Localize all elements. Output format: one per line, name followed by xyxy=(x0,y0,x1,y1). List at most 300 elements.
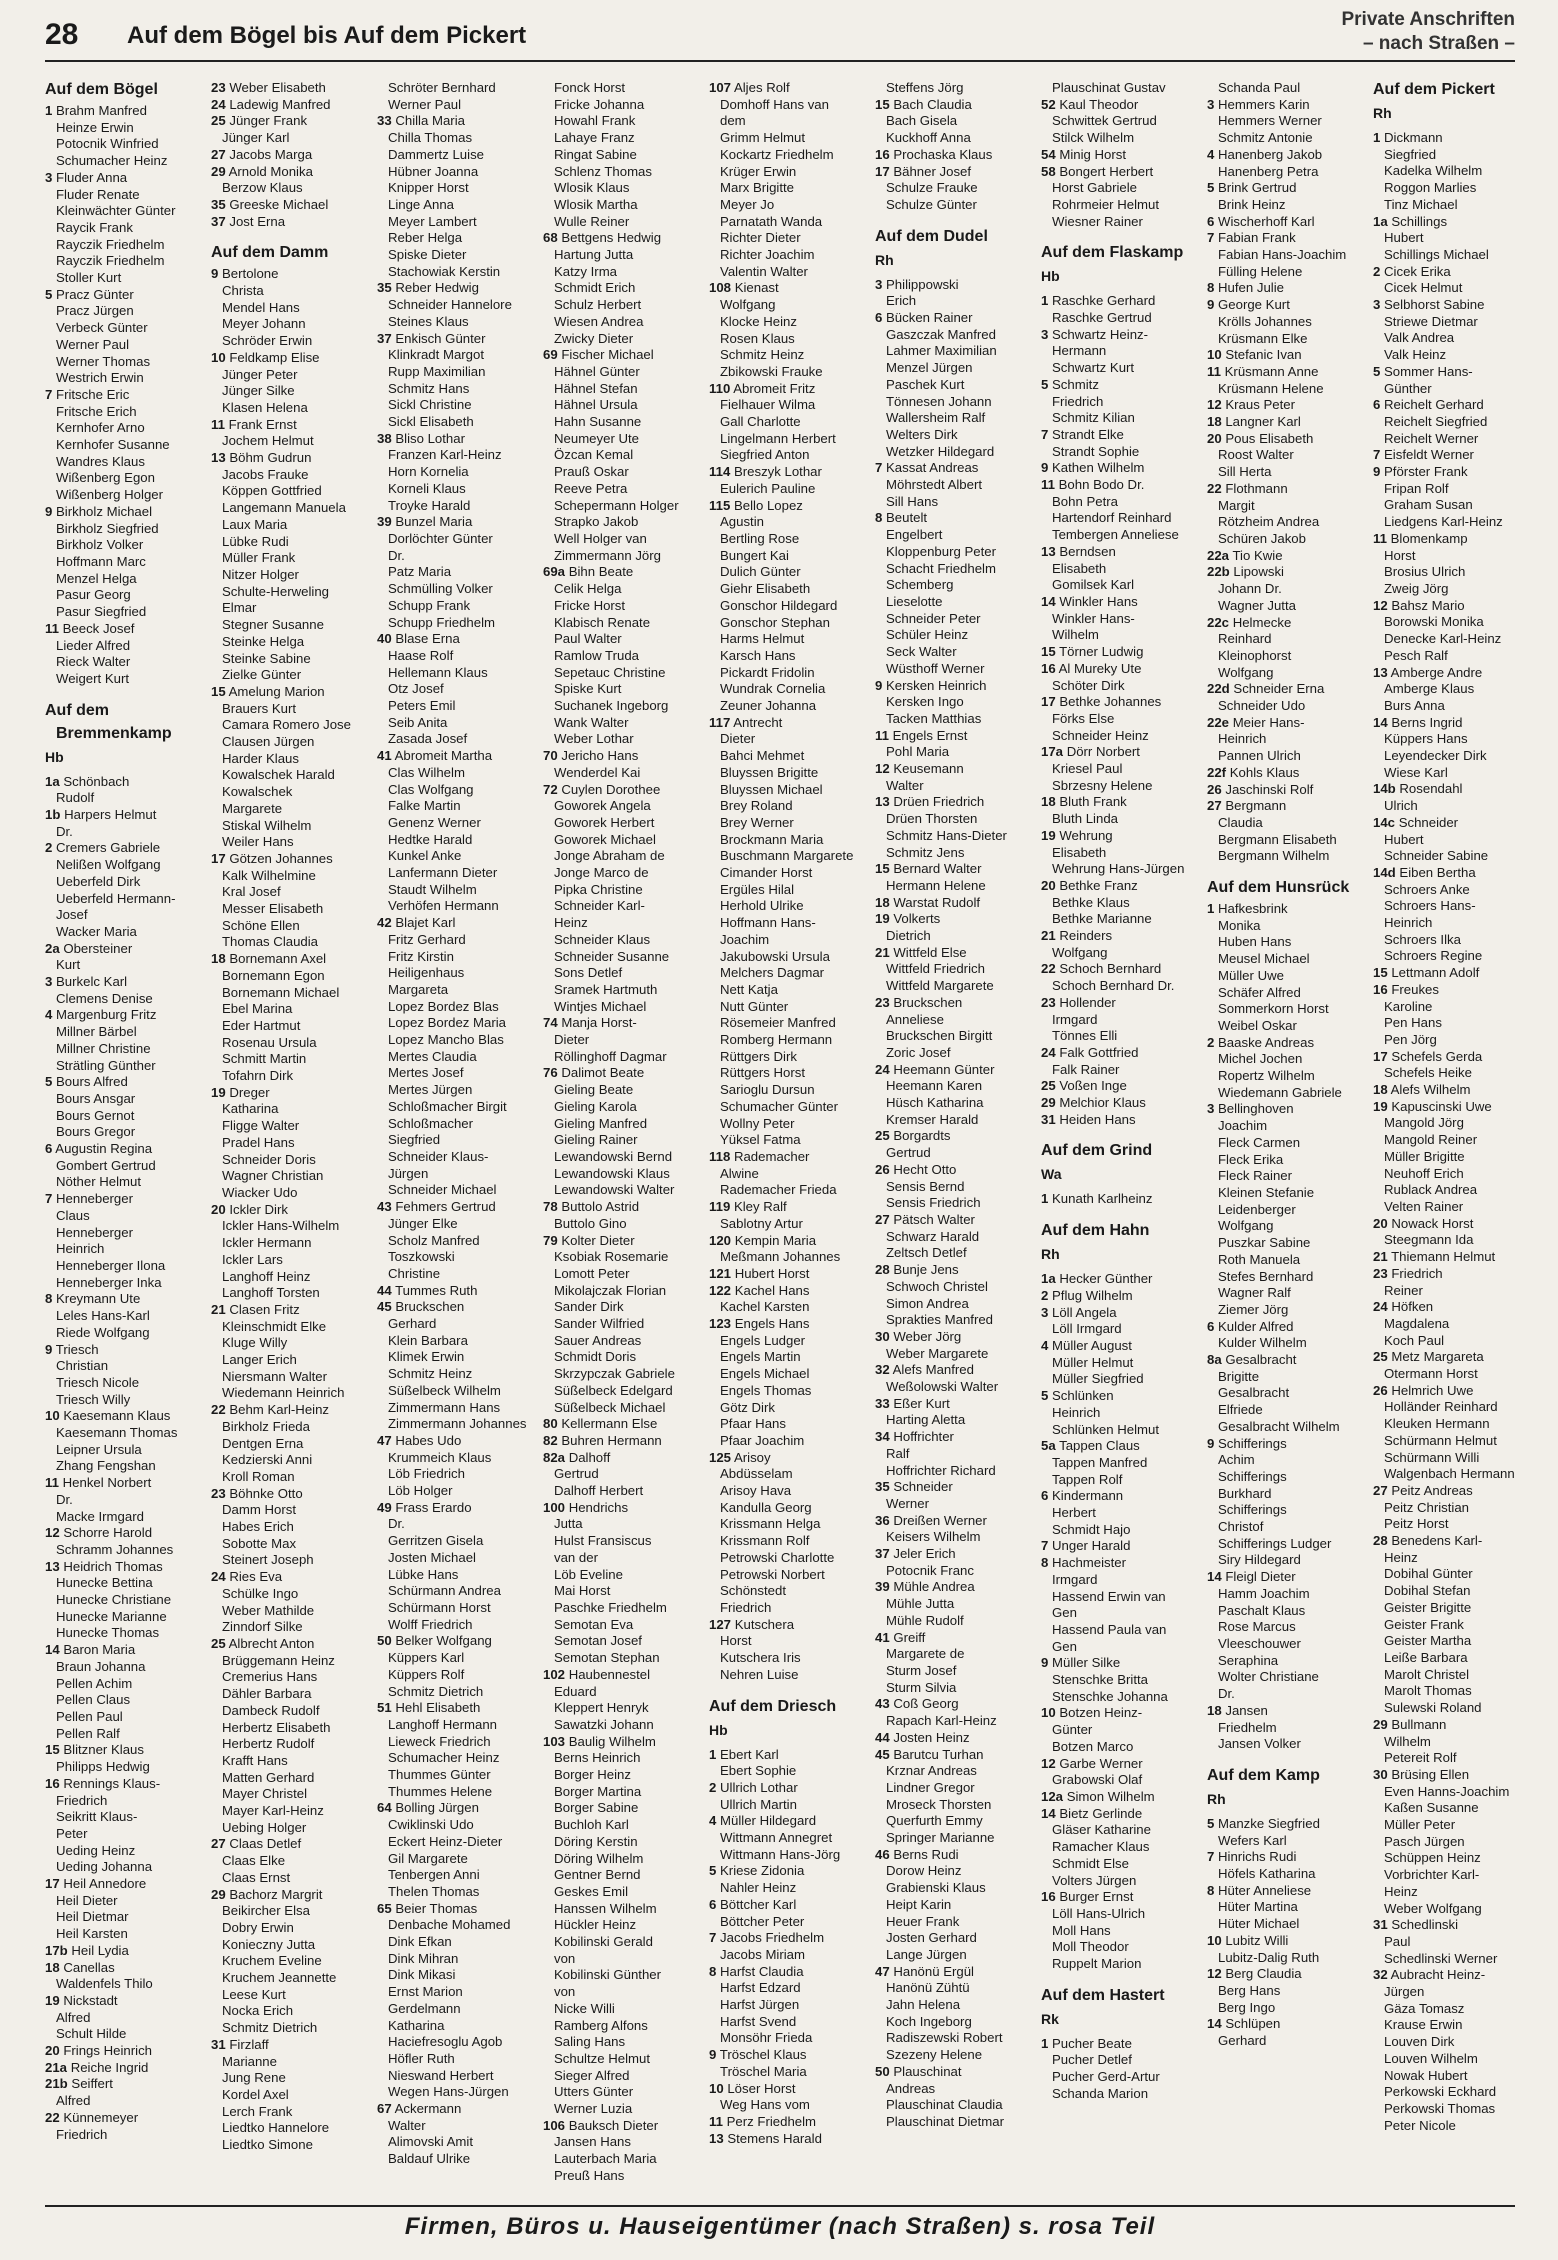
resident-name: Gerdelmann xyxy=(388,2000,461,2016)
resident-entry xyxy=(45,1542,201,1559)
resident-entry xyxy=(875,1563,1031,1580)
resident-name: Dreißen Werner xyxy=(893,1512,987,1528)
house-number: 2 xyxy=(1207,1034,1215,1050)
resident-name: Böhnke Otto xyxy=(229,1485,303,1501)
resident-name: Baron Maria xyxy=(63,1642,136,1658)
resident-name: Lopez Mancho Blas xyxy=(388,1032,504,1048)
resident-name: Bullmann xyxy=(1391,1716,1447,1732)
resident-entry xyxy=(1041,1045,1197,1062)
resident-entry xyxy=(211,918,367,935)
resident-entry xyxy=(709,798,865,815)
resident-entry xyxy=(211,1436,367,1453)
resident-name: Brosius Ulrich xyxy=(1384,564,1466,580)
house-number: 6 xyxy=(45,1141,53,1157)
resident-name: Plauschinat Gustav xyxy=(1052,80,1166,95)
resident-name: Abromeit Fritz xyxy=(733,380,816,396)
resident-entry xyxy=(1373,1600,1515,1617)
resident-entry xyxy=(543,1199,699,1216)
resident-entry xyxy=(875,627,1031,644)
resident-name: Strapko Jakob xyxy=(554,514,639,530)
resident-name: Berzow Klaus xyxy=(222,180,303,196)
resident-name: Amberge Klaus xyxy=(1384,681,1475,697)
directory-columns xyxy=(45,80,1515,2198)
resident-entry xyxy=(1041,460,1197,477)
resident-entry xyxy=(875,1479,1031,1496)
resident-name: Dobihal Stefan xyxy=(1384,1583,1471,1599)
resident-name: Macke Irmgard xyxy=(56,1508,144,1524)
resident-name: Schwoch Christel xyxy=(886,1278,988,1294)
resident-entry xyxy=(1207,1101,1363,1118)
resident-name: Behm Karl-Heinz xyxy=(229,1402,330,1418)
house-number: 20 xyxy=(1041,877,1056,893)
resident-name: Pätsch Walter xyxy=(893,1212,975,1227)
resident-name-continued: Josef xyxy=(56,907,88,923)
resident-name: Lerch Frank xyxy=(222,2103,293,2119)
resident-name: Döring Wilhelm xyxy=(554,1850,644,1866)
resident-name: Götzen Johannes xyxy=(229,850,333,866)
resident-name: Götz Dirk xyxy=(720,1399,775,1415)
resident-name: Pohl Maria xyxy=(886,744,950,760)
resident-name: Klabisch Renate xyxy=(554,614,651,630)
resident-name: Heinze Erwin xyxy=(56,119,134,135)
resident-entry xyxy=(211,1335,367,1352)
resident-name: Schifferings xyxy=(1218,1435,1287,1451)
resident-entry xyxy=(543,1483,699,1500)
resident-entry xyxy=(543,949,699,966)
resident-name: Rademacher Frieda xyxy=(720,1182,837,1198)
house-number: 24 xyxy=(211,1569,226,1585)
resident-entry xyxy=(1041,1271,1197,1288)
directory-column xyxy=(45,80,201,2198)
house-number: 47 xyxy=(377,1432,392,1448)
house-number: 29 xyxy=(211,163,226,179)
resident-entry xyxy=(709,1065,865,1082)
resident-entry xyxy=(45,1709,201,1726)
resident-name: Rupp Maximilian xyxy=(388,363,486,379)
resident-entry xyxy=(875,544,1031,561)
house-number: 10 xyxy=(1207,347,1222,363)
street-heading: Auf dem Pickert xyxy=(1373,81,1495,98)
resident-entry xyxy=(1207,197,1363,214)
house-number: 8 xyxy=(875,510,883,526)
resident-name: Schupp Frank xyxy=(388,597,471,613)
resident-entry xyxy=(1041,2069,1197,2086)
resident-name: Goworek Herbert xyxy=(554,814,655,830)
resident-entry xyxy=(1041,1555,1197,1572)
resident-entry xyxy=(1373,1717,1515,1734)
resident-entry xyxy=(377,815,533,832)
resident-entry xyxy=(1373,347,1515,364)
resident-name: Engels Thomas xyxy=(720,1382,812,1398)
resident-name: Borowski Monika xyxy=(1384,614,1484,630)
house-number: 1b xyxy=(45,807,61,823)
resident-entry xyxy=(543,1917,699,1934)
resident-name-continued: Peter xyxy=(56,1825,88,1841)
resident-entry xyxy=(543,1433,699,1450)
house-number: 28 xyxy=(1373,1533,1388,1549)
resident-entry xyxy=(1373,948,1515,965)
resident-name: Pesch Ralf xyxy=(1384,647,1448,663)
resident-name: Hanönü Zühtü xyxy=(886,1980,970,1996)
resident-name: Bohn Petra xyxy=(1052,493,1118,509)
resident-name: Stenschke Johanna xyxy=(1052,1688,1168,1704)
resident-entry xyxy=(377,80,533,97)
house-number: 117 xyxy=(709,714,731,730)
resident-entry xyxy=(709,1847,865,1864)
resident-name: Albrecht Anton xyxy=(228,1635,315,1651)
resident-entry xyxy=(377,1700,533,1717)
resident-name: Heiden Hans xyxy=(1059,1111,1136,1127)
resident-entry xyxy=(1207,1018,1363,1035)
resident-name: Schneider xyxy=(1398,814,1459,830)
resident-entry xyxy=(1373,247,1515,264)
resident-name: Fülling Helene xyxy=(1218,263,1303,279)
resident-entry xyxy=(875,1529,1031,1546)
resident-entry xyxy=(377,1633,533,1650)
resident-name: Roost Walter xyxy=(1218,447,1294,463)
resident-name-continued: Friedhelm xyxy=(1218,1719,1277,1735)
resident-name: Clausen Jürgen xyxy=(222,734,315,750)
resident-entry xyxy=(45,1525,201,1542)
house-number: 18 xyxy=(1207,414,1222,430)
resident-name: Steinke Helga xyxy=(222,633,305,649)
resident-name: Firzlaff xyxy=(229,2036,269,2052)
resident-entry xyxy=(1041,1889,1197,1906)
resident-entry xyxy=(45,1943,201,1960)
resident-entry xyxy=(543,581,699,598)
resident-name: Gomilsek Karl xyxy=(1052,577,1135,593)
resident-entry xyxy=(1207,481,1363,498)
house-number: 2 xyxy=(1373,263,1381,279)
resident-name: Zinndorf Silke xyxy=(222,1619,303,1635)
house-number: 9 xyxy=(45,503,53,519)
resident-name: Lopez Bordez Maria xyxy=(388,1015,507,1031)
resident-entry xyxy=(377,1366,533,1383)
resident-name: Kraus Peter xyxy=(1225,397,1295,413)
resident-entry xyxy=(1373,2034,1515,2051)
resident-name: Jakubowski Ursula xyxy=(720,948,830,964)
resident-entry xyxy=(1041,961,1197,978)
resident-entry xyxy=(1373,1149,1515,1166)
resident-name: Bunzel Maria xyxy=(395,514,473,530)
resident-entry xyxy=(45,1960,201,1977)
resident-entry xyxy=(1373,1049,1515,1066)
resident-name: Heemann Günter xyxy=(893,1061,995,1077)
resident-name: Schoch Bernhard xyxy=(1059,961,1162,977)
street-heading: Auf dem Hastert xyxy=(1041,1986,1165,2004)
resident-entry xyxy=(875,1997,1031,2014)
resident-name: Querfurth Emmy xyxy=(886,1813,983,1829)
resident-entry xyxy=(1041,327,1197,344)
resident-entry xyxy=(1207,1703,1363,1720)
resident-name: Cicek Helmut xyxy=(1384,280,1463,296)
resident-name: Prauß Oskar xyxy=(554,464,629,480)
resident-name: Hübner Joanna xyxy=(388,163,479,179)
resident-name: Pipka Christine xyxy=(554,881,643,897)
resident-name: Goworek Michael xyxy=(554,831,656,847)
resident-entry xyxy=(45,1291,201,1308)
resident-name: Tinz Michael xyxy=(1384,196,1458,212)
resident-name: Raschke Gerhard xyxy=(1052,293,1156,309)
house-number: 6 xyxy=(1207,213,1215,229)
resident-name: Bähner Josef xyxy=(893,163,972,179)
house-number: 72 xyxy=(543,781,558,797)
resident-name: Schmitz Heinz xyxy=(388,1366,473,1382)
resident-name: Bluyssen Brigitte xyxy=(720,764,819,780)
resident-entry xyxy=(1373,748,1515,765)
resident-entry xyxy=(1207,1419,1363,1436)
resident-name: Selbhorst Sabine xyxy=(1384,297,1485,313)
resident-name: Keisers Wilhelm xyxy=(886,1529,981,1545)
resident-name: Heil Karsten xyxy=(56,1926,128,1942)
resident-name: Brockmann Maria xyxy=(720,831,824,847)
resident-entry xyxy=(377,280,533,297)
resident-entry xyxy=(211,2087,367,2104)
resident-name: Kral Josef xyxy=(222,884,281,900)
resident-name: Peter Nicole xyxy=(1384,2117,1456,2133)
resident-entry xyxy=(543,1817,699,1834)
resident-name: Birkholz Siegfried xyxy=(56,520,159,536)
resident-entry xyxy=(377,865,533,882)
resident-entry xyxy=(1041,794,1197,811)
house-number: 12 xyxy=(45,1525,60,1541)
resident-entry xyxy=(709,164,865,181)
resident-entry xyxy=(377,498,533,515)
house-number: 18 xyxy=(1041,794,1056,810)
resident-name: Bertolone xyxy=(222,266,279,282)
house-number: 52 xyxy=(1041,96,1056,112)
resident-name: Zimmermann Hans xyxy=(388,1399,501,1415)
resident-entry xyxy=(1041,995,1197,1012)
resident-entry xyxy=(1373,2068,1515,2085)
house-number: 24 xyxy=(1373,1299,1388,1315)
resident-entry xyxy=(709,548,865,565)
resident-name: Seck Walter xyxy=(886,644,957,660)
resident-name: Fleck Carmen xyxy=(1218,1134,1301,1150)
resident-entry xyxy=(45,554,201,571)
resident-entry xyxy=(875,1663,1031,1680)
resident-name: Stachowiak Kerstin xyxy=(388,263,501,279)
resident-entry xyxy=(211,818,367,835)
resident-name-continued: Wolfgang xyxy=(1218,664,1274,680)
resident-name-continued: Werner xyxy=(886,1495,929,1511)
resident-name: Camara Romero Jose xyxy=(222,717,351,733)
house-number: 36 xyxy=(875,1512,890,1528)
resident-name-continued: Heinz xyxy=(1384,1549,1418,1565)
resident-name: Rieck Walter xyxy=(56,654,131,670)
resident-entry xyxy=(709,2030,865,2047)
house-number: 69 xyxy=(543,347,558,363)
resident-name-continued: Alfred xyxy=(56,2009,91,2025)
resident-name: Belker Wolfgang xyxy=(395,1633,492,1649)
resident-name: Gesalbracht xyxy=(1225,1352,1297,1368)
resident-entry xyxy=(543,1867,699,1884)
resident-entry xyxy=(45,187,201,204)
resident-entry xyxy=(377,1383,533,1400)
resident-name: Falk Rainer xyxy=(1052,1061,1120,1077)
resident-name: Schlüpen xyxy=(1225,2016,1281,2032)
resident-name: Ries Eva xyxy=(229,1569,283,1585)
house-number: 15 xyxy=(1041,644,1056,660)
resident-name: Celik Helga xyxy=(554,581,622,597)
resident-entry xyxy=(1041,164,1197,181)
resident-entry xyxy=(543,2101,699,2118)
resident-entry xyxy=(875,861,1031,878)
resident-name: Clemens Denise xyxy=(56,990,153,1006)
resident-name: Josten Gerhard xyxy=(886,1930,977,1946)
resident-entry xyxy=(211,2137,367,2154)
house-number: 45 xyxy=(377,1299,392,1315)
resident-entry xyxy=(377,2101,533,2118)
resident-name: Buschmann Margarete xyxy=(720,848,854,864)
resident-entry xyxy=(45,1074,201,1091)
resident-entry xyxy=(377,381,533,398)
resident-entry xyxy=(1041,761,1197,778)
house-number: 2 xyxy=(709,1779,717,1795)
resident-entry xyxy=(709,2047,865,2064)
resident-name: Ksobiak Rosemarie xyxy=(554,1249,669,1265)
resident-name: Fripan Rolf xyxy=(1384,480,1449,496)
resident-name: Aljes Rolf xyxy=(733,80,790,95)
resident-name: Strätling Günther xyxy=(56,1057,156,1073)
resident-entry xyxy=(1041,1112,1197,1129)
resident-entry xyxy=(45,2060,201,2077)
resident-entry xyxy=(1207,1502,1363,1519)
resident-name: Nowack Horst xyxy=(1391,1215,1474,1231)
resident-entry xyxy=(543,97,699,114)
resident-entry xyxy=(543,2051,699,2068)
resident-name: Kutschera Iris xyxy=(720,1650,801,1666)
resident-entry xyxy=(45,287,201,304)
resident-entry xyxy=(377,1734,533,1751)
resident-name: Sommerkorn Horst xyxy=(1218,1001,1329,1017)
resident-name: Haase Rolf xyxy=(388,647,454,663)
resident-name: Melchior Klaus xyxy=(1059,1095,1146,1111)
resident-entry xyxy=(543,1583,699,1600)
resident-entry xyxy=(45,1659,201,1676)
resident-name: Lindner Gregor xyxy=(886,1779,975,1795)
resident-entry xyxy=(543,498,699,515)
resident-entry xyxy=(875,360,1031,377)
resident-entry xyxy=(1373,1366,1515,1383)
resident-name: Ergüles Hilal xyxy=(720,881,795,897)
resident-name: Schmitz Hans xyxy=(388,380,470,396)
resident-name: Schmitz Heinz xyxy=(720,347,805,363)
resident-entry xyxy=(1373,1065,1515,1082)
resident-name-continued: Jutta xyxy=(554,1516,583,1532)
resident-name: Even Hanns-Joachim xyxy=(1384,1783,1510,1799)
resident-name: Franzen Karl-Heinz xyxy=(388,447,502,463)
house-number: 7 xyxy=(875,460,883,476)
resident-name: Mühle Andrea xyxy=(893,1579,975,1595)
resident-entry xyxy=(543,197,699,214)
resident-name: Thummes Helene xyxy=(388,1783,493,1799)
resident-entry xyxy=(211,1636,367,1653)
resident-name: Schillings xyxy=(1391,213,1448,229)
resident-name: Schlünken xyxy=(1052,1388,1114,1404)
resident-entry xyxy=(543,397,699,414)
resident-entry xyxy=(1041,1689,1197,1706)
resident-name: Engels Ludger xyxy=(720,1332,806,1348)
resident-entry xyxy=(875,1379,1031,1396)
resident-entry xyxy=(709,1199,865,1216)
resident-entry xyxy=(377,364,533,381)
resident-name: Lewandowski Klaus xyxy=(554,1165,670,1181)
resident-name: Schmitz Jens xyxy=(886,844,965,860)
resident-entry xyxy=(1207,1983,1363,2000)
resident-name: Klasen Helena xyxy=(222,399,308,415)
resident-entry xyxy=(1041,147,1197,164)
resident-entry xyxy=(1041,2052,1197,2069)
resident-entry xyxy=(1373,1516,1515,1533)
resident-name: Jacobs Frauke xyxy=(222,466,309,482)
house-number: 22f xyxy=(1207,764,1227,780)
resident-entry xyxy=(875,644,1031,661)
resident-name: Hedtke Harald xyxy=(388,831,473,847)
resident-name: Dorow Heinz xyxy=(886,1863,962,1879)
resident-name: Bours Alfred xyxy=(56,1074,128,1090)
resident-name: Hollender xyxy=(1059,994,1116,1010)
resident-entry xyxy=(709,631,865,648)
resident-entry xyxy=(211,1586,367,1603)
resident-name-continued: Christa xyxy=(222,283,264,299)
resident-entry xyxy=(1373,781,1515,798)
resident-entry xyxy=(1207,1051,1363,1068)
resident-entry xyxy=(1373,698,1515,715)
resident-name: Schepermann Holger xyxy=(554,497,679,513)
resident-entry xyxy=(543,1600,699,1617)
resident-name: Gonschor Stephan xyxy=(720,614,830,630)
resident-name: Kalk Wilhelmine xyxy=(222,867,316,883)
resident-entry xyxy=(1373,2084,1515,2101)
resident-name-continued: Friedrich xyxy=(1052,393,1104,409)
resident-name: Ladewig Manfred xyxy=(229,96,331,112)
house-number: 122 xyxy=(709,1282,732,1298)
resident-entry xyxy=(211,130,367,147)
resident-name: Pous Elisabeth xyxy=(1225,430,1314,446)
resident-entry xyxy=(45,1759,201,1776)
resident-name: Stiskal Wilhelm xyxy=(222,817,312,833)
house-number: 35 xyxy=(377,280,392,296)
house-number: 20 xyxy=(211,1201,226,1217)
resident-entry xyxy=(1207,1135,1363,1152)
resident-name: Ernst Marion xyxy=(388,1984,463,2000)
resident-name: Weber Jörg xyxy=(893,1328,962,1344)
house-number: 12 xyxy=(1041,1755,1056,1771)
resident-name: Schwittek Gertrud xyxy=(1052,113,1157,129)
resident-name: Greiff xyxy=(893,1629,926,1645)
house-number: 115 xyxy=(709,497,731,513)
resident-name: Blajet Karl xyxy=(395,915,456,931)
resident-entry xyxy=(1373,815,1515,832)
resident-entry xyxy=(1373,1650,1515,1667)
resident-entry xyxy=(377,581,533,598)
resident-entry xyxy=(709,715,865,732)
resident-entry xyxy=(709,1299,865,1316)
resident-name: Sablotny Artur xyxy=(720,1215,803,1231)
resident-entry xyxy=(709,848,865,865)
resident-entry xyxy=(709,1914,865,1931)
resident-entry xyxy=(211,1803,367,1820)
directory-column xyxy=(543,80,699,2198)
resident-name-continued: Wolfgang xyxy=(1052,944,1108,960)
resident-entry xyxy=(543,681,699,698)
resident-name: Stilck Wilhelm xyxy=(1052,130,1135,146)
resident-name: Müller Frank xyxy=(222,550,296,566)
resident-entry xyxy=(45,924,201,941)
resident-name: Hendrichs xyxy=(568,1499,629,1515)
resident-entry xyxy=(1041,1095,1197,1112)
